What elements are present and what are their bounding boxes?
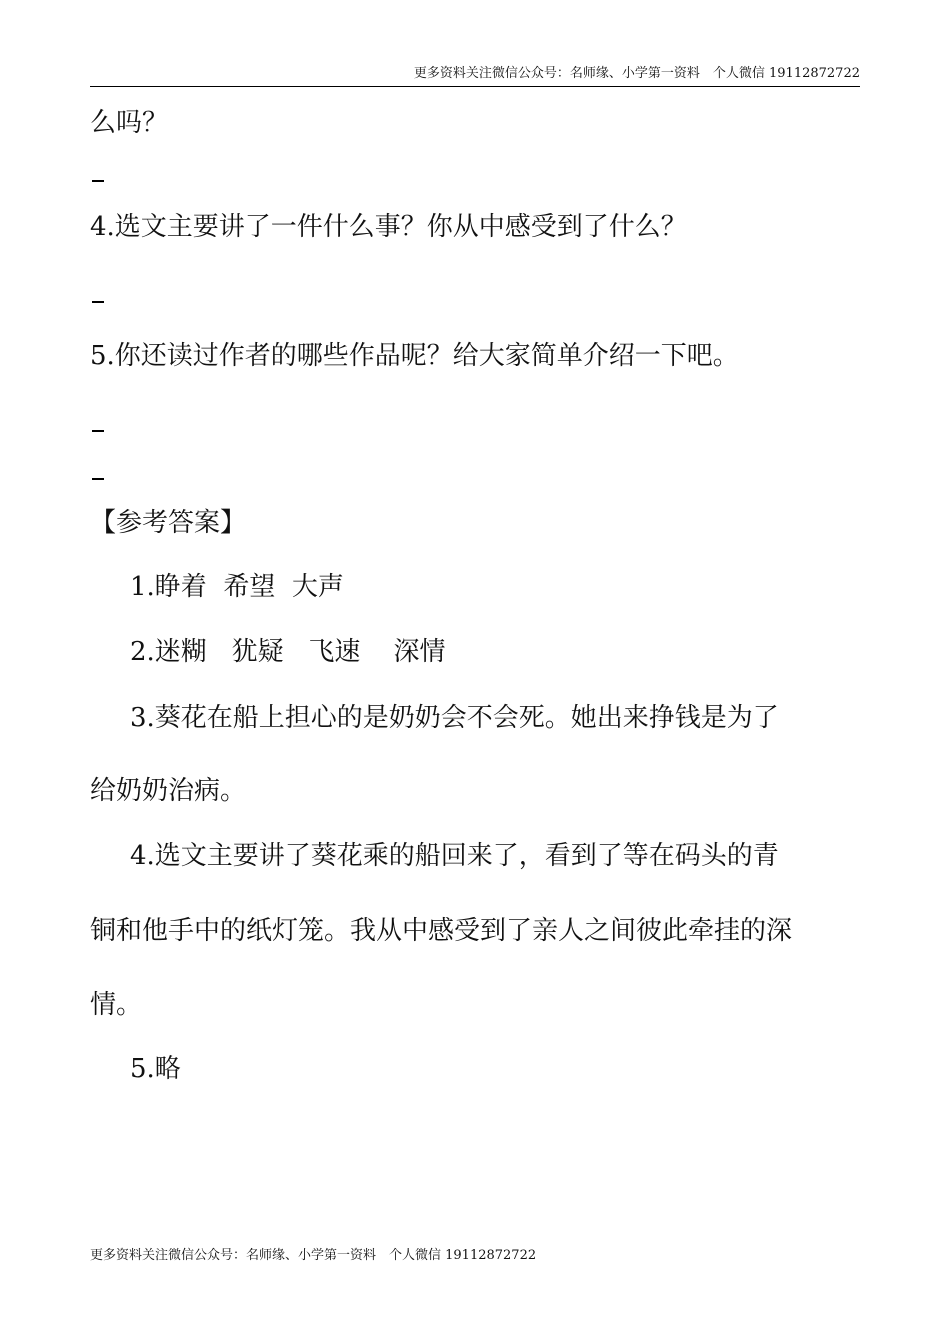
answer-blank-4 (92, 301, 104, 303)
question-5: 5.你还读过作者的哪些作品呢？给大家简单介绍一下吧。 (90, 341, 739, 371)
answer-blank-5b (92, 478, 104, 480)
header-divider (90, 86, 860, 87)
answer-3-line-1: 3.葵花在船上担心的是奶奶会不会死。她出来挣钱是为了 (130, 703, 779, 733)
page-footer: 更多资料关注微信公众号：名师缘、小学第一资料 个人微信 19112872722 (90, 1248, 537, 1263)
answer-key-heading: 【参考答案】 (90, 508, 247, 538)
answer-3-line-2: 给奶奶治病。 (90, 776, 247, 806)
page-header: 更多资料关注微信公众号：名师缘、小学第一资料 个人微信 19112872722 (413, 66, 860, 81)
answer-4-line-3: 情。 (90, 990, 143, 1020)
answer-blank-3 (92, 180, 104, 182)
question-4: 4.选文主要讲了一件什么事？你从中感受到了什么？ (90, 212, 687, 242)
answer-4-line-2: 铜和他手中的纸灯笼。我从中感受到了亲人之间彼此牵挂的深 (90, 916, 793, 946)
answer-1: 1.睁着 希望 大声 (130, 572, 344, 602)
answer-5: 5.略 (130, 1054, 181, 1084)
answer-4-line-1: 4.选文主要讲了葵花乘的船回来了，看到了等在码头的青 (130, 841, 779, 871)
question-3-continuation: 么吗？ (90, 108, 169, 138)
answer-2: 2.迷糊 犹疑 飞速 深情 (130, 637, 446, 667)
answer-blank-5a (92, 430, 104, 432)
